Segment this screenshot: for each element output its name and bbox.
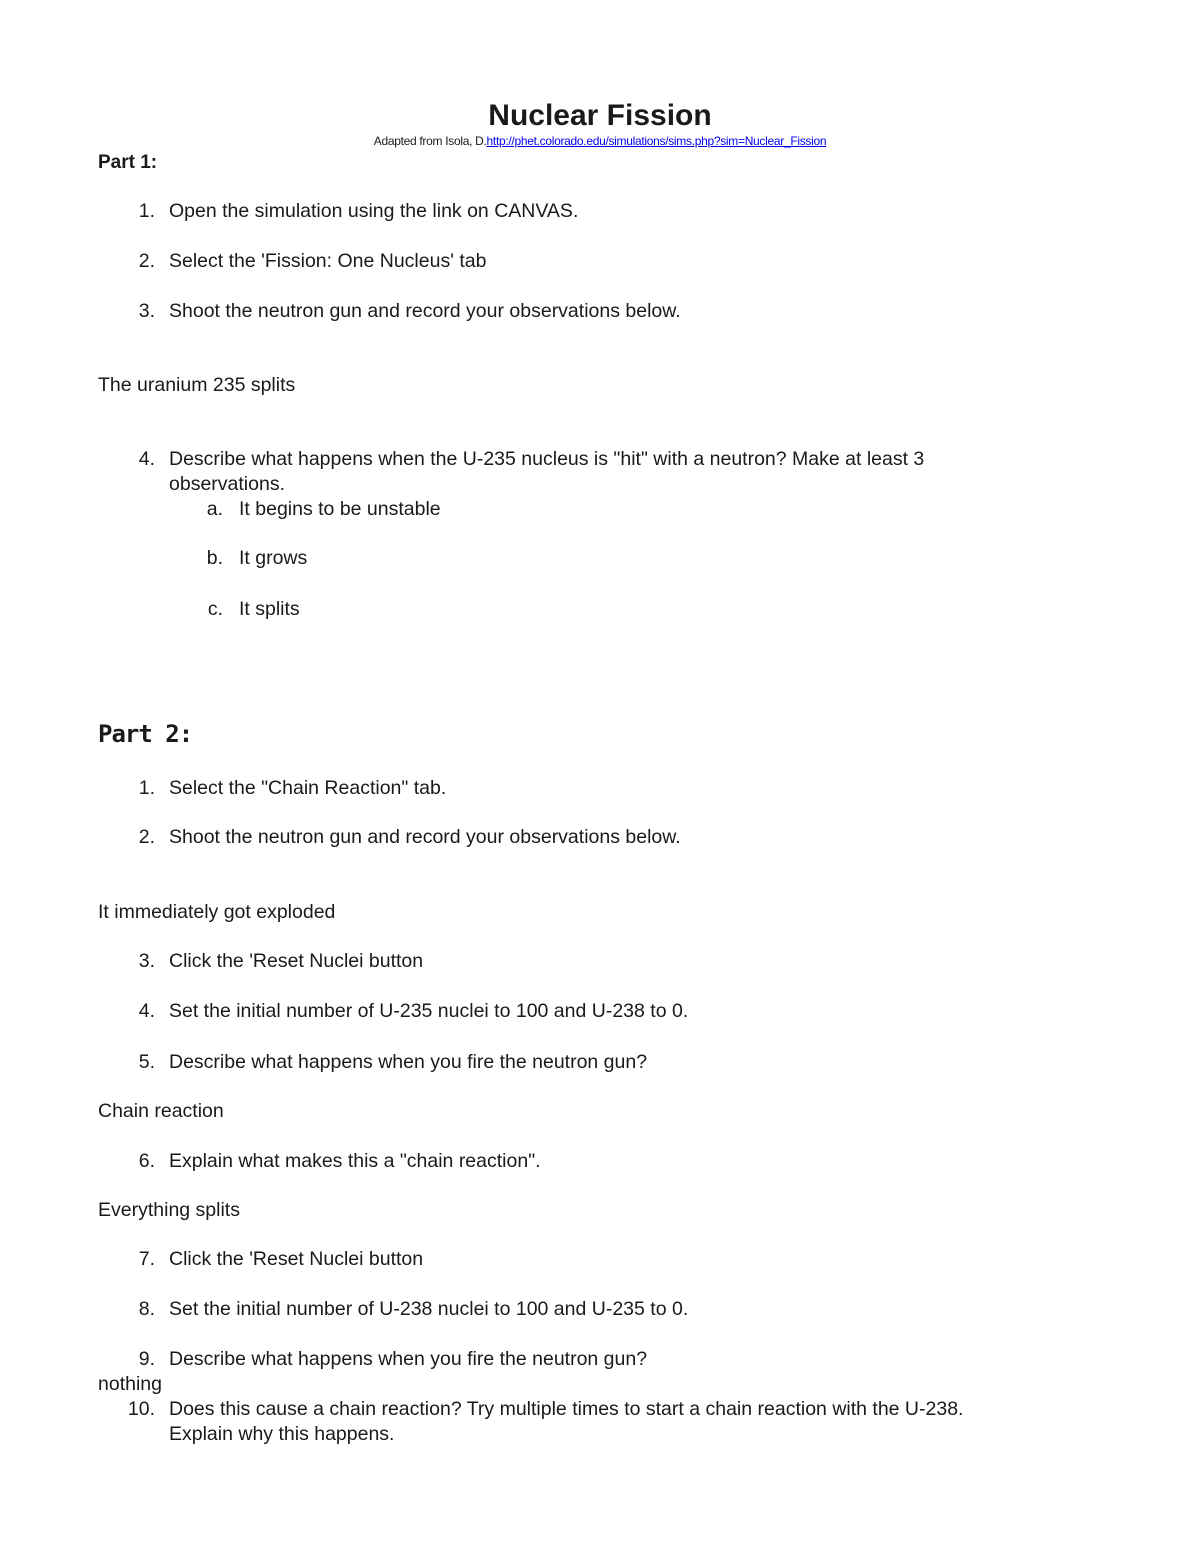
step-text-continued: Explain why this happens. (169, 1423, 395, 1445)
answer-text: The uranium 235 splits (98, 374, 296, 396)
step-number: 1. (138, 200, 155, 222)
part1-heading: Part 1: (98, 152, 158, 173)
step-text: Set the initial number of U-238 nuclei to 100 and U-235 to 0. (169, 1298, 689, 1320)
observation-text: It begins to be unstable (239, 498, 441, 520)
answer-text: Chain reaction (98, 1100, 224, 1122)
step-number: 8. (138, 1298, 155, 1320)
step-text: Click the 'Reset Nuclei button (169, 950, 424, 972)
part2-heading: Part 2: (98, 720, 193, 748)
step-text: Explain what makes this a "chain reaction". (169, 1150, 541, 1172)
step-number: 1. (138, 777, 155, 799)
step-number: 3. (138, 950, 155, 972)
step-number: 6. (138, 1150, 155, 1172)
observation-text: It splits (239, 598, 300, 620)
observation-letter: a. (206, 498, 223, 520)
step-text: Open the simulation using the link on CANVAS. (169, 200, 579, 222)
step-text: Describe what happens when you fire the neutron gun? (169, 1051, 648, 1073)
observation-text: It grows (239, 547, 308, 569)
step-number: 4. (138, 448, 155, 470)
step-text: Does this cause a chain reaction? Try multiple times to start a chain reaction with the U-238. (169, 1398, 964, 1420)
step-number: 2. (138, 826, 155, 848)
step-number: 9. (138, 1348, 155, 1370)
step-number: 4. (138, 1000, 155, 1022)
answer-text: It immediately got exploded (98, 901, 336, 923)
step-text-continued: observations. (169, 473, 285, 495)
attribution-line (0, 133, 1200, 149)
step-text: Describe what happens when the U-235 nucleus is "hit" with a neutron? Make at least 3 (169, 448, 925, 470)
step-number: 2. (138, 250, 155, 272)
step-number: 7. (138, 1248, 155, 1270)
step-text: Select the "Chain Reaction" tab. (169, 777, 447, 799)
answer-text: Everything splits (98, 1199, 240, 1221)
observation-letter: b. (206, 547, 223, 569)
step-number: 5. (138, 1051, 155, 1073)
attribution-text: Adapted from Isola, D. (373, 134, 487, 148)
step-text: Describe what happens when you fire the neutron gun? (169, 1348, 648, 1370)
step-text: Shoot the neutron gun and record your observations below. (169, 300, 681, 322)
step-number: 3. (138, 300, 155, 322)
answer-text: nothing (98, 1373, 162, 1395)
step-text: Set the initial number of U-235 nuclei to 100 and U-238 to 0. (169, 1000, 689, 1022)
step-text: Click the 'Reset Nuclei button (169, 1248, 424, 1270)
observation-letter: c. (207, 598, 223, 620)
page-title: Nuclear Fission (488, 99, 712, 132)
step-text: Select the 'Fission: One Nucleus' tab (169, 250, 487, 272)
step-number: 10. (127, 1398, 155, 1420)
simulation-link[interactable]: http://phet.colorado.edu/simulations/sims.php?sim=Nuclear_Fission (486, 134, 827, 148)
step-text: Shoot the neutron gun and record your observations below. (169, 826, 681, 848)
